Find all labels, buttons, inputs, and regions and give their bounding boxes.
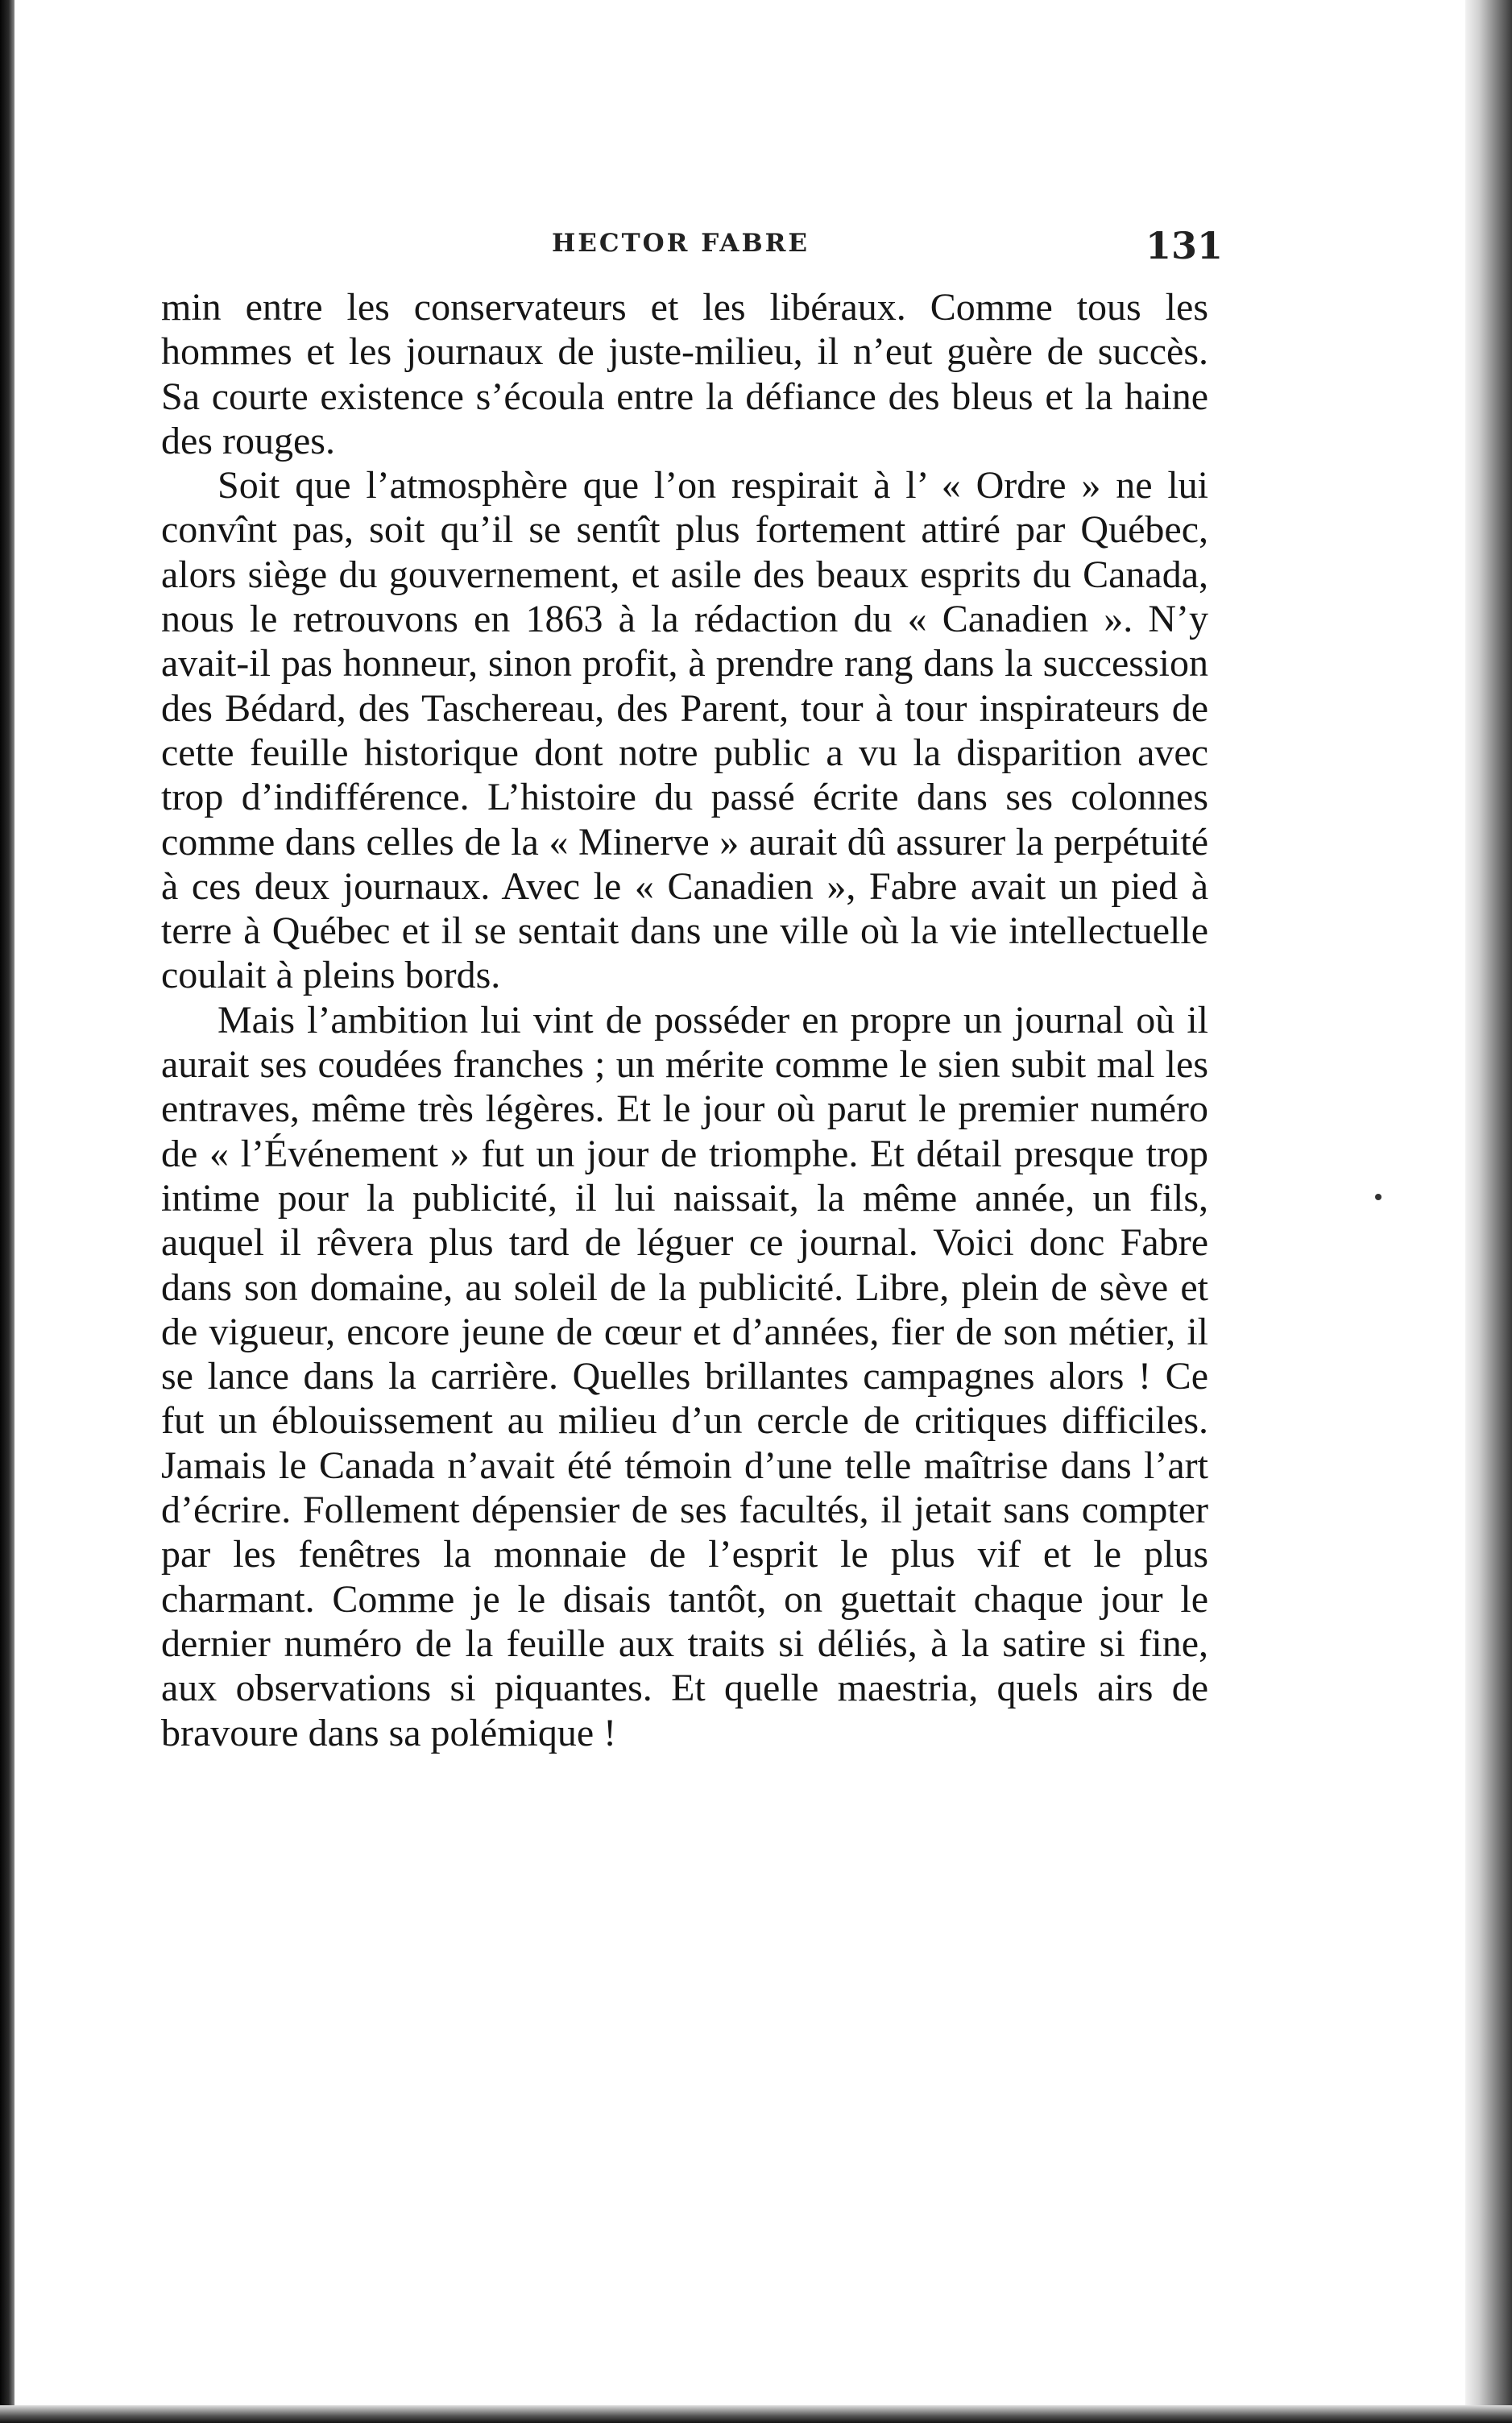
running-head — [161, 224, 1224, 280]
body-text — [161, 285, 1208, 1755]
bottom-page-edge — [0, 2405, 1512, 2423]
running-title: HECTOR FABRE — [552, 229, 810, 258]
ink-speck — [1375, 1194, 1382, 1200]
left-page-edge — [0, 0, 14, 2423]
right-page-edge — [1465, 0, 1512, 2423]
page-number: 131 — [1145, 224, 1224, 267]
paragraph-continued: min entre les conservateurs et les libéraux. Comme tous les hommes et les journaux de juste-milieu, il n’eut guère de succès. Sa courte existence s’écoula entre la défiance des bleus et la haine des rouges. — [161, 286, 1208, 462]
paragraph: Mais l’ambition lui vint de posséder en propre un journal où il aurait ses coudées franches ; un mérite comme le sien subit mal les entraves, même très légères. Et le jour où parut le premier numéro de « l’Événement » fut un jour de triomphe. Et détail presque trop intime pour la publicité, il lui naissait, la même année, un fils, auquel il rêvera plus tard de léguer ce journal. Voici donc Fabre dans son domaine, au soleil de la publicité. Libre, plein de sève et de vigueur, encore jeune de cœur et d’années, fier de son métier, il se lance dans la carrière. Quelles brillantes campagnes alors ! Ce fut un éblouissement au milieu d’un cercle de critiques difficiles. Jamais le Canada n’avait été témoin d’une telle maîtrise dans l’art d’écrire. Follement dépensier de ses facultés, il jetait sans compter par les fenêtres la monnaie de l’esprit le plus vif et le plus charmant. Comme je le disais tantôt, on guettait chaque jour le dernier numéro de la feuille aux traits si déliés, à la satire si fine, aux observations si piquantes. Et quelle maestria, quels airs de bravoure dans sa polémique ! — [161, 998, 1208, 1754]
paragraph: Soit que l’atmosphère que l’on respirait à l’ « Ordre » ne lui convînt pas, soit qu’il se sentît plus fortement attiré par Québec, alors siège du gouvernement, et asile des beaux esprits du Canada, nous le retrouvons en 1863 à la rédaction du « Canadien ». N’y avait-il pas honneur, sinon profit, à prendre rang dans la succession des Bédard, des Taschereau, des Parent, tour à tour inspirateurs de cette feuille historique dont notre public a vu la disparition avec trop d’indifférence. L’histoire du passé écrite dans ses colonnes comme dans celles de la « Minerve » aurait dû assurer la perpétuité à ces deux journaux. Avec le « Canadien », Fabre avait un pied à terre à Québec et il se sentait dans une ville où la vie intellectuelle coulait à pleins bords. — [161, 464, 1208, 997]
